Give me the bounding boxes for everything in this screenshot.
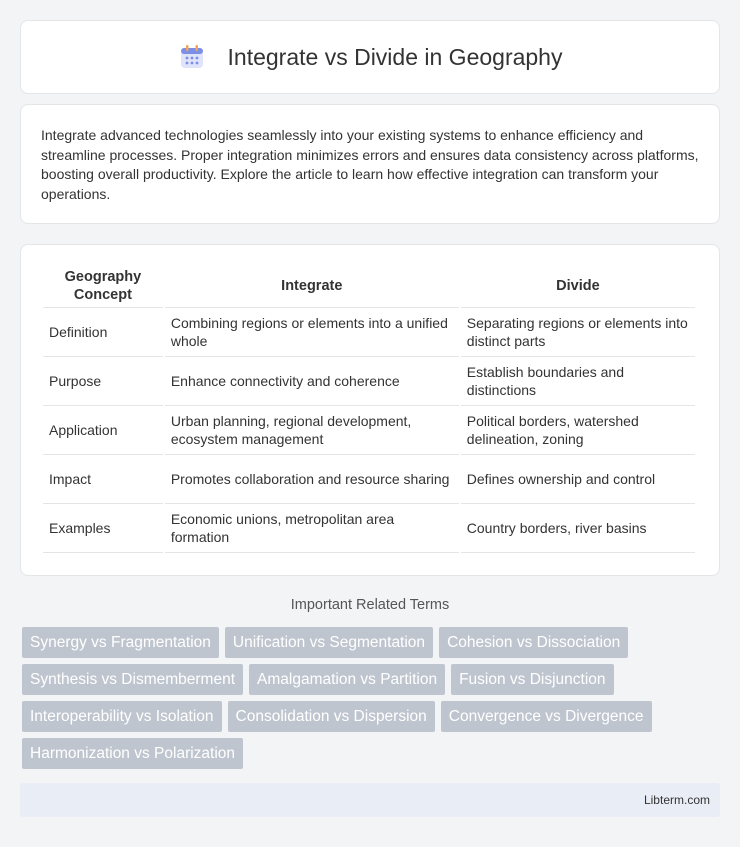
table-cell: Combining regions or elements into a unified whole (165, 308, 459, 357)
footer-site-link[interactable]: Libterm.com (643, 793, 710, 807)
table-row (43, 308, 695, 357)
related-term-link[interactable]: Amalgamation vs Partition (249, 664, 445, 695)
table-cell: Enhance connectivity and coherence (165, 357, 459, 406)
related-term-link[interactable]: Cohesion vs Dissociation (439, 627, 628, 658)
table-cell: Definition (43, 308, 163, 357)
table-cell: Impact (43, 455, 163, 504)
table-cell: Establish boundaries and distinctions (461, 357, 695, 406)
related-term-link[interactable]: Synergy vs Fragmentation (22, 627, 219, 658)
table-cell: Application (43, 406, 163, 455)
table-header-row (43, 265, 695, 308)
related-term-link[interactable]: Interoperability vs Isolation (22, 701, 222, 732)
comparison-table-card (20, 244, 720, 576)
intro-card (20, 104, 720, 224)
related-term-link[interactable]: Synthesis vs Dismemberment (22, 664, 243, 695)
footer (20, 783, 720, 817)
related-term-link[interactable]: Consolidation vs Dispersion (228, 701, 435, 732)
column-header: Geography Concept (43, 265, 163, 308)
page-title: Integrate vs Divide in Geography (227, 43, 563, 70)
table-row (43, 504, 695, 553)
related-term-link[interactable]: Harmonization vs Polarization (22, 738, 243, 769)
table-cell: Defines ownership and control (461, 455, 695, 504)
table-cell: Purpose (43, 357, 163, 406)
related-term-link[interactable]: Fusion vs Disjunction (451, 664, 613, 695)
related-terms-title: Important Related Terms (290, 597, 450, 613)
header-card (20, 20, 720, 94)
comparison-table (41, 265, 697, 553)
table-row (43, 406, 695, 455)
calendar-icon (178, 43, 206, 71)
table-row (43, 357, 695, 406)
table-row (43, 455, 695, 504)
table-cell: Urban planning, regional development, ecosystem management (165, 406, 459, 455)
table-cell: Country borders, river basins (461, 504, 695, 553)
related-term-link[interactable]: Unification vs Segmentation (225, 627, 433, 658)
table-cell: Economic unions, metropolitan area formation (165, 504, 459, 553)
table-cell: Separating regions or elements into distinct parts (461, 308, 695, 357)
related-terms-list (22, 627, 722, 775)
column-header: Integrate (165, 265, 459, 308)
related-term-link[interactable]: Convergence vs Divergence (441, 701, 652, 732)
table-cell: Promotes collaboration and resource sharing (165, 455, 459, 504)
table-cell: Examples (43, 504, 163, 553)
table-cell: Political borders, watershed delineation, zoning (461, 406, 695, 455)
intro-text: Integrate advanced technologies seamlessly into your existing systems to enhance efficiency and streamline processes. Proper integration minimizes errors and ensures data consistency across platforms, boosting overall productivity. Explore the article to learn how effective integration can transform your operations. (41, 127, 699, 202)
column-header: Divide (461, 265, 695, 308)
